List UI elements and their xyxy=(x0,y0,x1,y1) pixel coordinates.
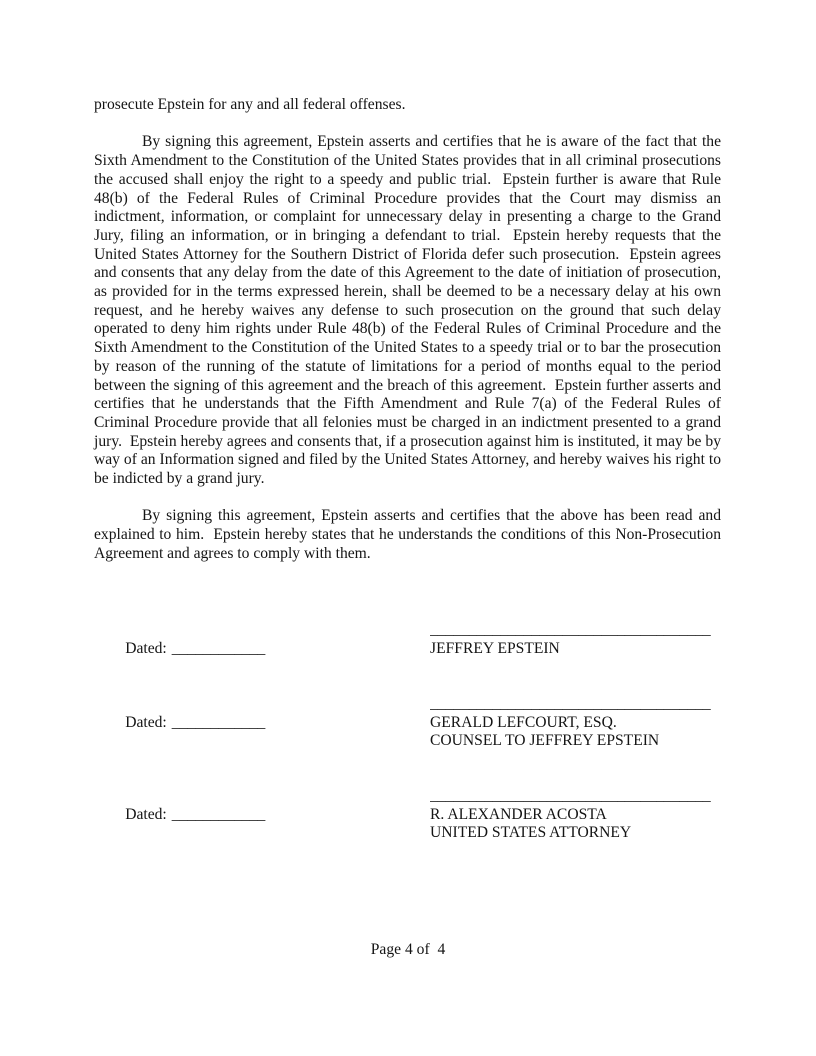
signature-area xyxy=(430,787,721,843)
dated-field xyxy=(94,787,430,843)
dated-label: Dated: xyxy=(125,639,167,657)
dated-label: Dated: xyxy=(125,805,167,823)
signature-area xyxy=(430,621,721,658)
dated-field xyxy=(94,695,430,751)
continuation-text: prosecute Epstein for any and all federal offenses. xyxy=(94,96,406,113)
document-body xyxy=(94,96,725,564)
date-blank-line: ____________ xyxy=(171,713,266,731)
signature-line: ____________________________________ xyxy=(430,621,711,638)
signature-row xyxy=(94,695,721,751)
dated-field xyxy=(94,621,430,677)
page-number: Page 4 of 4 xyxy=(370,941,446,958)
signatory-title: UNITED STATES ATTORNEY xyxy=(430,824,632,842)
body-paragraph-speedy-trial-waiver: By signing this agreement, Epstein asserts and certifies that he is aware of the fact that the Sixth Amendment to the Constitution of the United States provides that in all criminal prosecutions the accused shall enjoy the right to a speedy and public trial. Epstein further is aware that Rule 48(b) of the Federal Rules of Criminal Procedure provides that the Court may dismiss an indictment, information, or complaint for unnecessary delay in presenting a charge to the Grand Jury, filing an information, or in bringing a defendant to trial. Epstein hereby requests that the United States Attorney for the Southern District of Florida defer such prosecution. Epstein agrees and consents that any delay from the date of this Agreement to the date of initiation of prosecution, as provided for in the terms expressed herein, shall be deemed to be a necessary delay at his own request, and he hereby waives any defense to such prosecution on the ground that such delay operated to deny him rights under Rule 48(b) of the Federal Rules of Criminal Procedure and the Sixth Amendment to the Constitution of the United States to a speedy trial or to bar the prosecution by reason of the running of the statute of limitations for a period of months equal to the period between the signing of this agreement and the breach of this agreement. Epstein further asserts and certifies that he understands that the Fifth Amendment and Rule 7(a) of the Federal Rules of Criminal Procedure provide that all felonies must be charged in an indictment presented to a grand jury. Epstein hereby agrees and consents that, if a prosecution against him is instituted, it may be by way of an Information signed and filed by the United States Attorney, and hereby waives his right to be indicted by a grand jury. xyxy=(94,133,725,488)
signature-row xyxy=(94,621,721,677)
signatory-name: GERALD LEFCOURT, ESQ. xyxy=(430,713,617,731)
signatory-title: COUNSEL TO JEFFREY EPSTEIN xyxy=(430,732,660,750)
date-blank-line: ____________ xyxy=(171,639,266,657)
dated-label: Dated: xyxy=(125,713,167,731)
signature-area xyxy=(430,695,721,751)
signatory-name: R. ALEXANDER ACOSTA xyxy=(430,805,607,823)
body-paragraph-acknowledgment: By signing this agreement, Epstein asserts and certifies that the above has been read and explained to him. Epstein hereby states that he understands the conditions of this Non-Prosecution Agreement and agrees to comply with them. xyxy=(94,507,725,562)
signature-line: ____________________________________ xyxy=(430,787,711,804)
signature-row xyxy=(94,787,721,843)
signature-block-alexander-acosta xyxy=(94,787,721,843)
signature-block-jeffrey-epstein xyxy=(94,621,721,677)
date-blank-line: ____________ xyxy=(171,805,266,823)
signature-block-gerald-lefcourt xyxy=(94,695,721,751)
signature-line: ____________________________________ xyxy=(430,695,711,712)
signatory-name: JEFFREY EPSTEIN xyxy=(430,639,560,657)
